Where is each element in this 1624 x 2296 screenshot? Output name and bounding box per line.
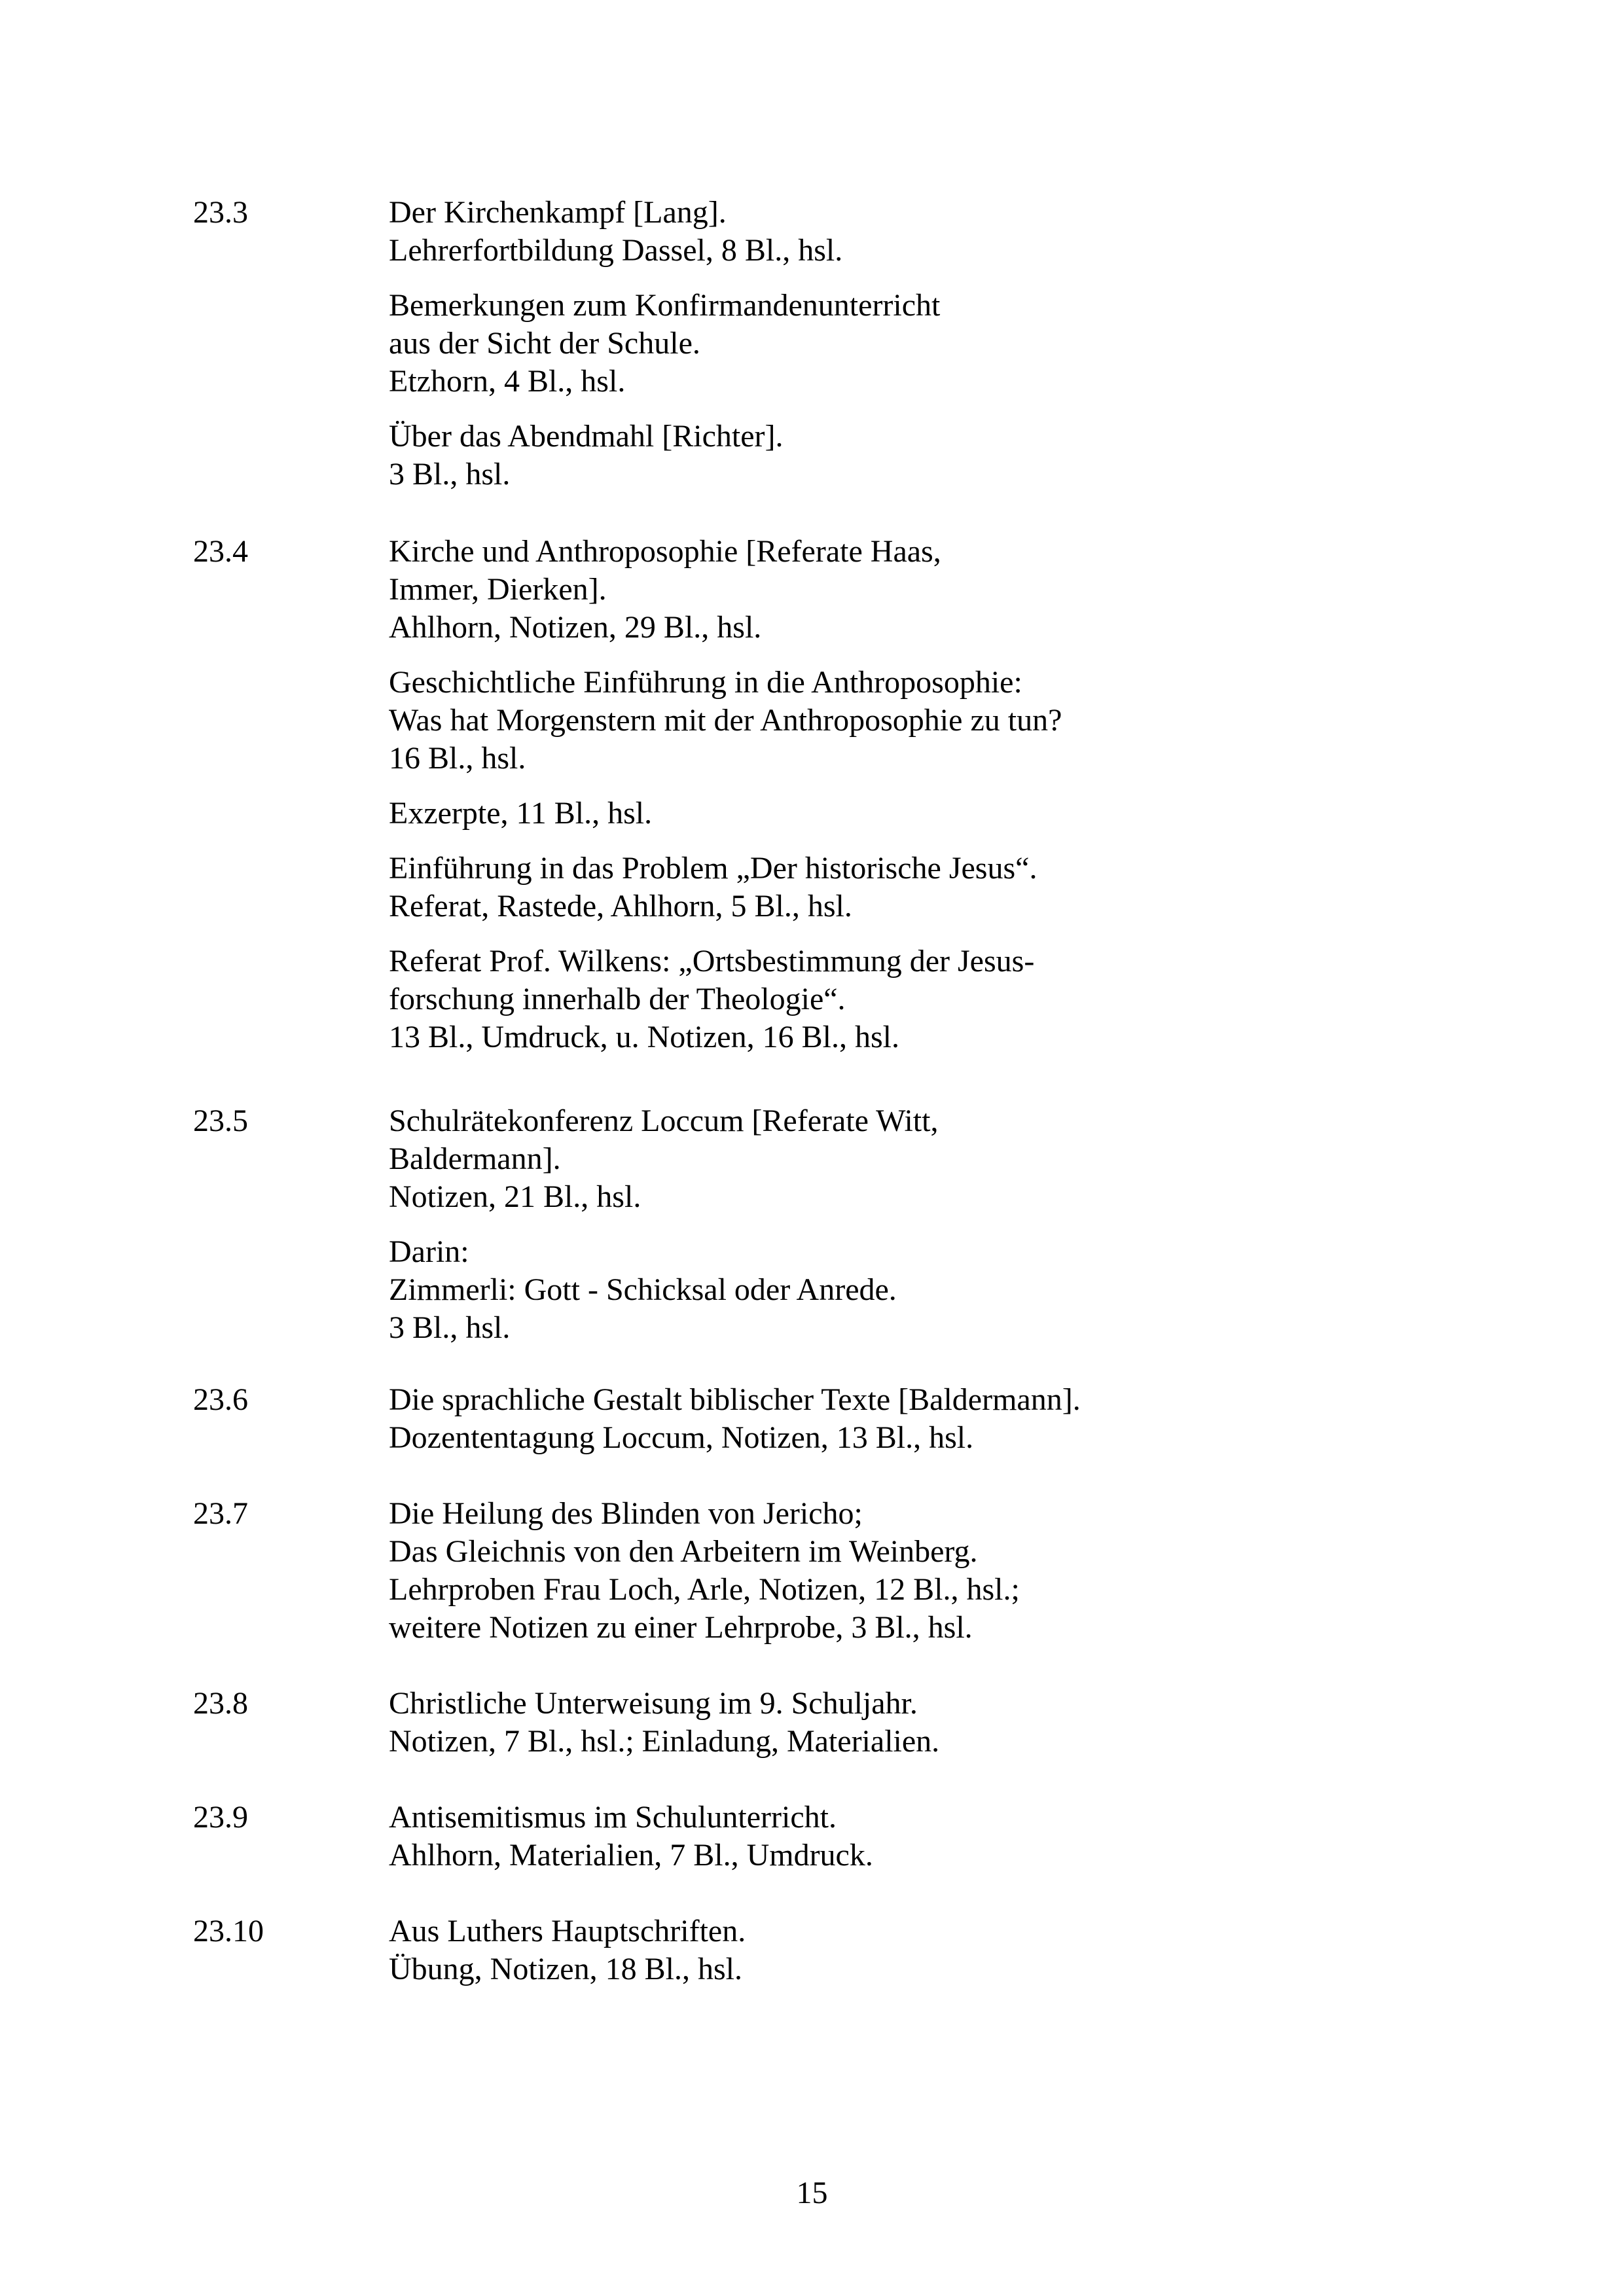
text-line: weitere Notizen zu einer Lehrprobe, 3 Bl., hsl. [389,1610,973,1645]
entry-paragraph [389,1233,1567,1347]
entry-paragraph [389,194,1567,270]
entry-paragraph [389,850,1567,925]
text-line: Antisemitismus im Schulunterricht. [389,1800,837,1835]
text-line: 3 Bl., hsl. [389,457,511,492]
text-line: Ahlhorn, Notizen, 29 Bl., hsl. [389,610,762,645]
entry-number: 23.8 [193,1686,248,1721]
entry-description [389,1912,1567,2005]
entry-paragraph [389,418,1567,493]
text-line: Baldermann]. [389,1141,561,1176]
text-line: Notizen, 7 Bl., hsl.; Einladung, Materialien. [389,1724,940,1759]
text-line: Der Kirchenkampf [Lang]. [389,195,727,230]
text-line: Notizen, 21 Bl., hsl. [389,1179,641,1214]
text-line: Das Gleichnis von den Arbeitern im Weinberg. [389,1534,978,1569]
text-line: Die sprachliche Gestalt biblischer Texte [Baldermann]. [389,1382,1081,1417]
text-line: Exzerpte, 11 Bl., hsl. [389,796,653,831]
text-line: Schulrätekonferenz Loccum [Referate Witt, [389,1103,939,1138]
entry-paragraph [389,533,1567,647]
entry-number: 23.9 [193,1800,248,1835]
text-line: Aus Luthers Hauptschriften. [389,1914,746,1948]
entry-description [389,1685,1567,1778]
entry-number: 23.4 [193,534,248,569]
entry-paragraph [389,1685,1567,1761]
text-line: Übung, Notizen, 18 Bl., hsl. [389,1952,742,1986]
entry-paragraph [389,664,1567,778]
entry-number: 23.3 [193,195,248,230]
text-line: Referat, Rastede, Ahlhorn, 5 Bl., hsl. [389,889,852,924]
entry-paragraph [389,942,1567,1056]
entry-description [389,1799,1567,1892]
entry-description [389,194,1567,511]
text-line: forschung innerhalb der Theologie“. [389,982,846,1016]
text-line: Etzhorn, 4 Bl., hsl. [389,364,626,399]
text-line: Geschichtliche Einführung in die Anthroposophie: [389,665,1022,700]
text-line: Lehrproben Frau Loch, Arle, Notizen, 12 Bl., hsl.; [389,1572,1020,1607]
text-line: 3 Bl., hsl. [389,1310,511,1345]
entry-description [389,533,1567,1073]
entry-paragraph [389,795,1567,833]
entry-paragraph [389,1102,1567,1216]
entry-number: 23.6 [193,1382,248,1417]
text-line: Ahlhorn, Materialien, 7 Bl., Umdruck. [389,1838,873,1873]
entry-description [389,1495,1567,1664]
text-line: Was hat Morgenstern mit der Anthroposophie zu tun? [389,703,1062,738]
text-line: Immer, Dierken]. [389,572,607,607]
entry-number: 23.10 [193,1914,264,1948]
text-line: 13 Bl., Umdruck, u. Notizen, 16 Bl., hsl. [389,1020,899,1054]
text-line: Zimmerli: Gott - Schicksal oder Anrede. [389,1272,897,1307]
text-line: Christliche Unterweisung im 9. Schuljahr. [389,1686,918,1721]
entry-paragraph [389,1912,1567,1988]
text-line: Einführung in das Problem „Der historische Jesus“. [389,851,1038,886]
text-line: Kirche und Anthroposophie [Referate Haas, [389,534,941,569]
text-line: Über das Abendmahl [Richter]. [389,419,784,454]
entry-paragraph [389,1381,1567,1457]
text-line: aus der Sicht der Schule. [389,326,700,361]
text-line: Die Heilung des Blinden von Jericho; [389,1496,863,1531]
text-line: 16 Bl., hsl. [389,741,526,776]
entry-paragraph [389,1799,1567,1874]
entry-description [389,1102,1567,1364]
entry-number: 23.5 [193,1103,248,1138]
text-line: Lehrerfortbildung Dassel, 8 Bl., hsl. [389,233,843,268]
text-line: Bemerkungen zum Konfirmandenunterricht [389,288,941,323]
entry-number: 23.7 [193,1496,248,1531]
page-number: 15 [796,2176,828,2210]
text-line: Darin: [389,1234,469,1269]
entry-description [389,1381,1567,1474]
entry-paragraph [389,287,1567,401]
text-line: Dozententagung Loccum, Notizen, 13 Bl., hsl. [389,1420,974,1455]
entry-paragraph [389,1495,1567,1647]
text-line: Referat Prof. Wilkens: „Ortsbestimmung der Jesus- [389,944,1035,978]
